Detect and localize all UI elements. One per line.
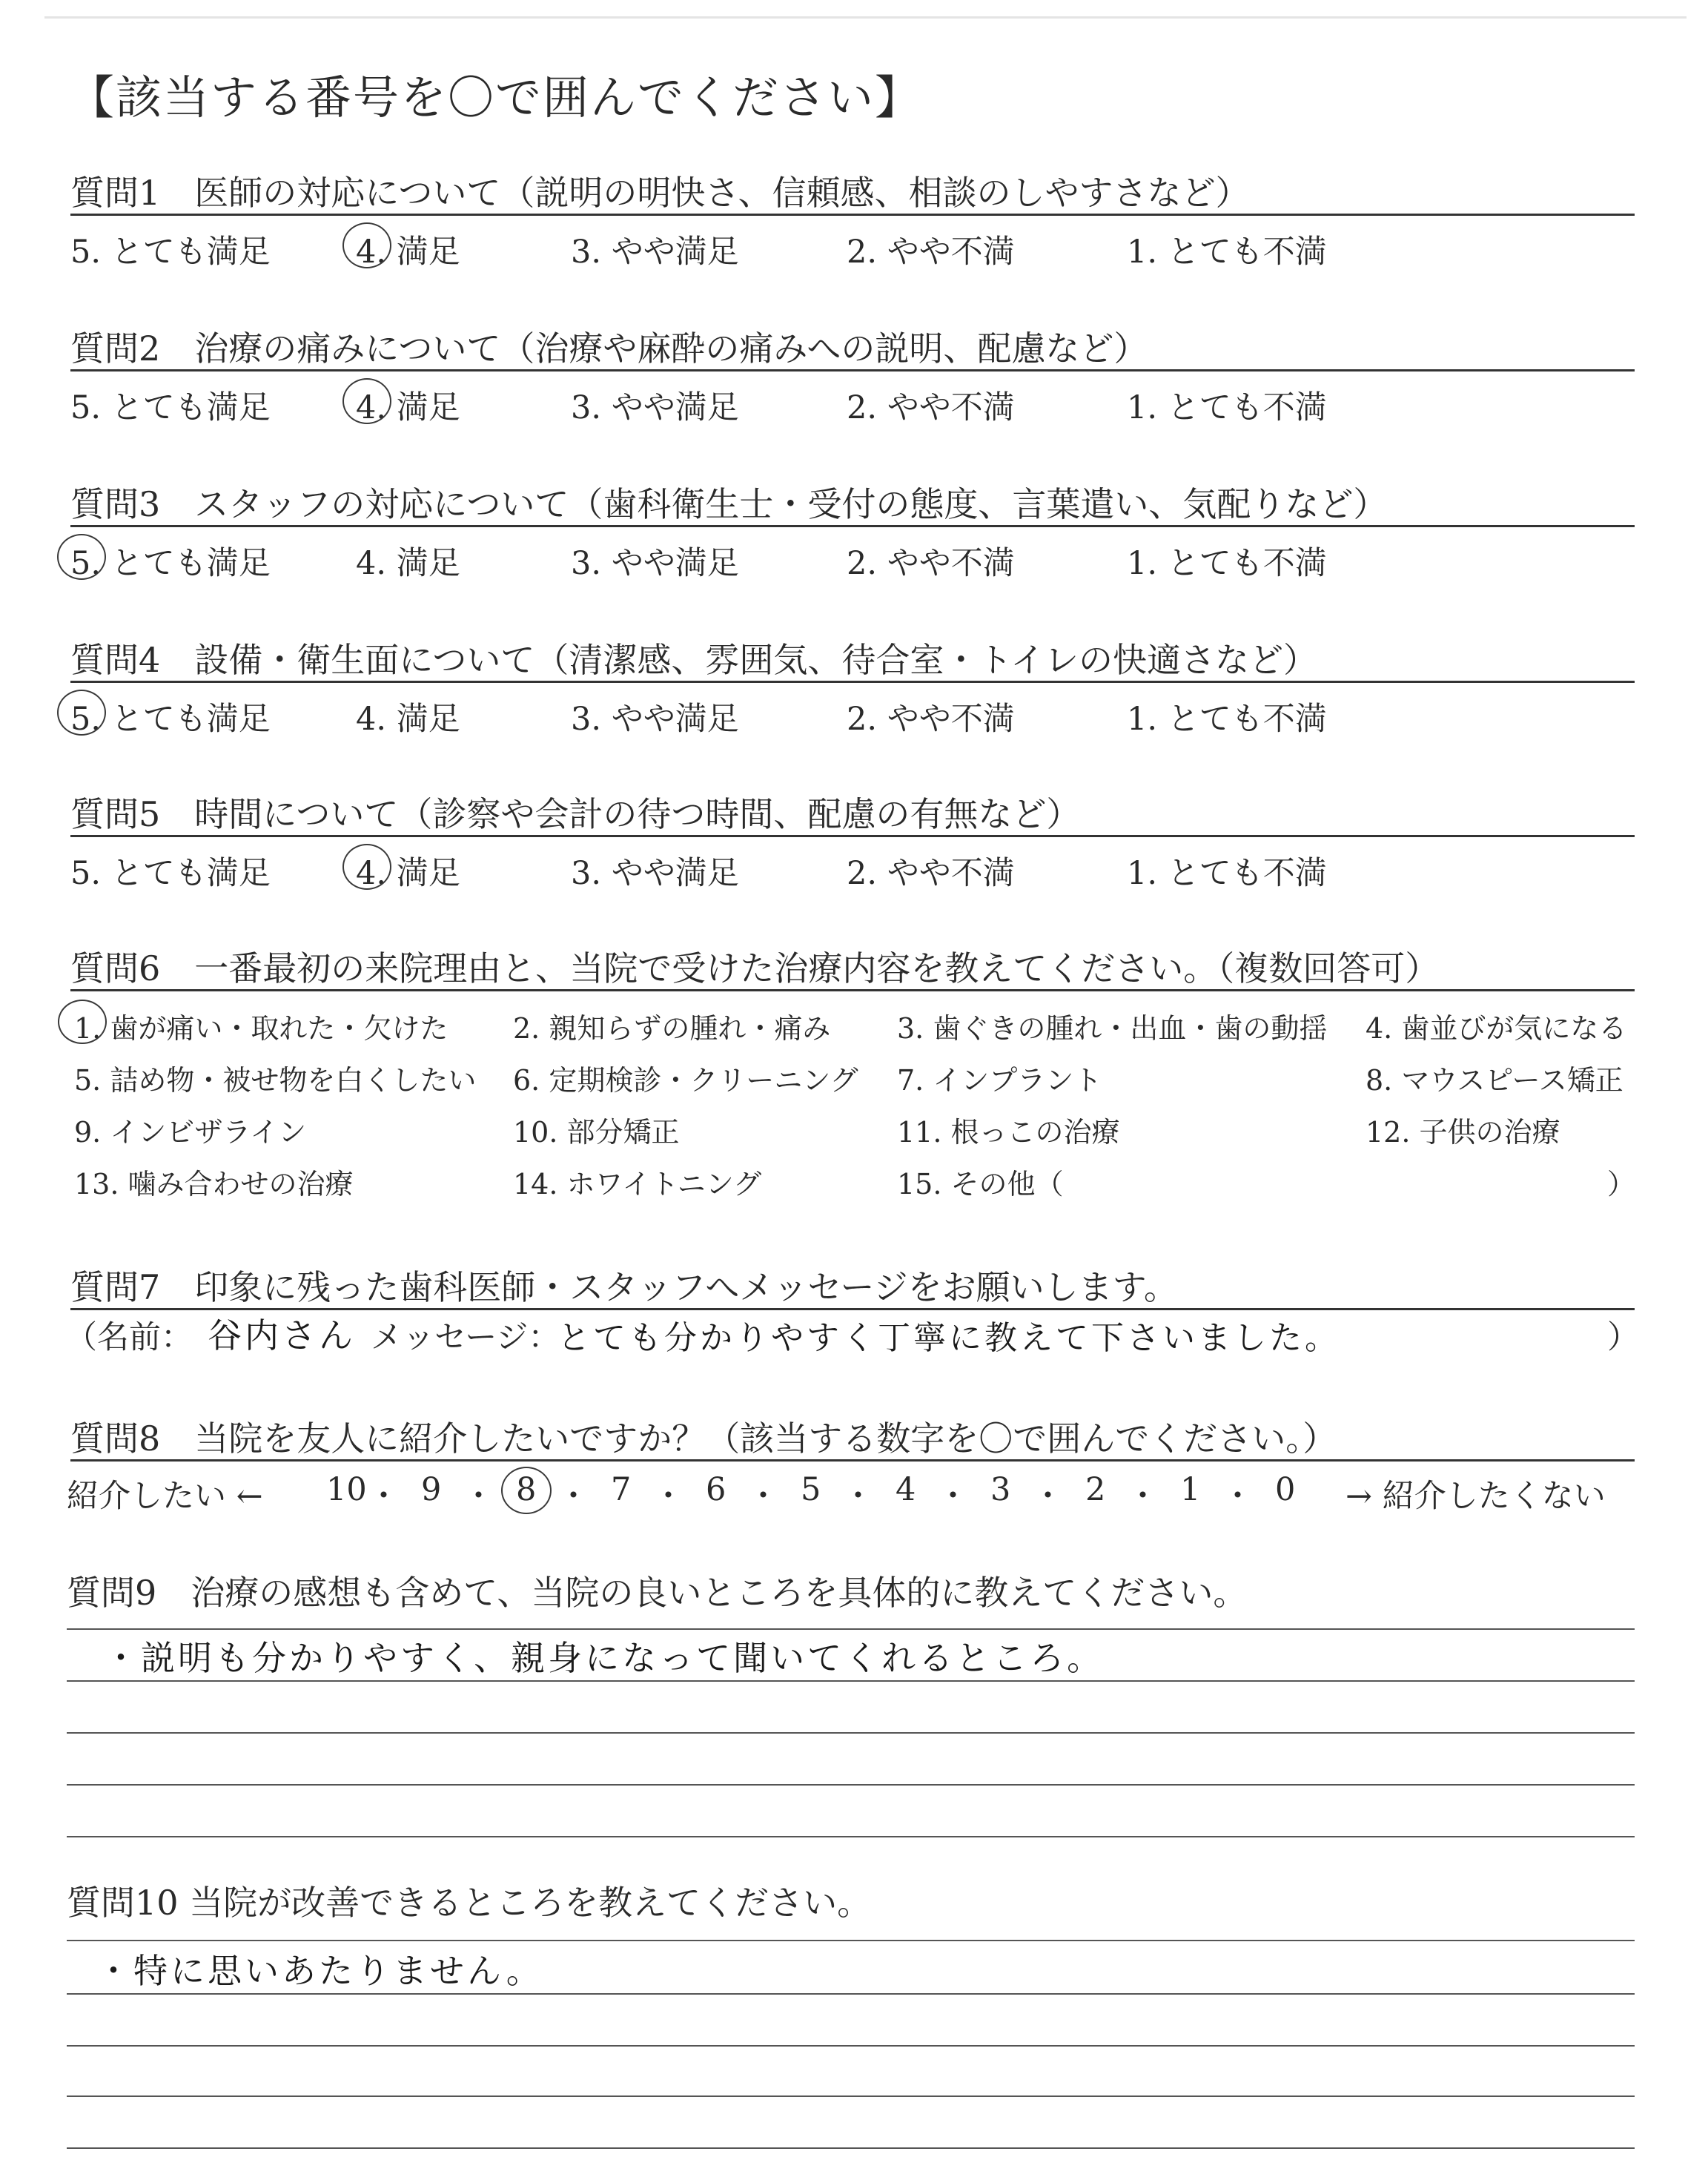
q5-option-2[interactable]: 2. やや不満 [847, 855, 1015, 892]
q5-option-4[interactable]: 4. 満足 [356, 855, 460, 892]
q8-separator: ・ [1127, 1478, 1159, 1515]
q6-option-5[interactable]: 5. 詰め物・被せ物を白くしたい [74, 1064, 477, 1097]
q8-scale-1[interactable]: 1 [1180, 1471, 1201, 1508]
q10-line-5 [67, 2147, 1635, 2149]
q1-option-5[interactable]: 5. とても満足 [70, 234, 271, 271]
q2-option-3[interactable]: 3. やや満足 [571, 389, 739, 426]
q3-option-5[interactable]: 5. とても満足 [70, 545, 271, 582]
q8-scale-9[interactable]: 9 [421, 1471, 442, 1508]
q4-option-3[interactable]: 3. やや満足 [571, 701, 739, 738]
q8-scale-8[interactable]: 8 [516, 1471, 537, 1508]
q8-separator: ・ [652, 1478, 684, 1515]
q2-title: 質問2 治療の痛みについて（治療や麻酔の痛みへの説明、配慮など） [70, 328, 1148, 369]
q8-separator: ・ [368, 1478, 400, 1515]
q4-underline [70, 681, 1635, 683]
q5-title: 質問5 時間について（診察や会計の待つ時間、配慮の有無など） [70, 794, 1081, 834]
q2-underline [70, 369, 1635, 371]
q1-underline [70, 214, 1635, 216]
q4-option-1[interactable]: 1. とても不満 [1127, 701, 1327, 738]
q10-line-2 [67, 1993, 1635, 1995]
q6-option-11[interactable]: 11. 根っこの治療 [897, 1116, 1120, 1149]
q6-option-6[interactable]: 6. 定期検診・クリーニング [513, 1064, 858, 1097]
q4-title: 質問4 設備・衛生面について（清潔感、雰囲気、待合室・トイレの快適さなど） [70, 640, 1318, 680]
q8-scale-6[interactable]: 6 [706, 1471, 726, 1508]
q8-scale-5[interactable]: 5 [801, 1471, 821, 1508]
q5-selection-circle [342, 844, 391, 890]
q8-scale-10[interactable]: 10 [326, 1471, 367, 1508]
q1-title: 質問1 医師の対応について（説明の明快さ、信頼感、相談のしやすさなど） [70, 173, 1250, 213]
q7-name-label: （名前： [65, 1319, 193, 1356]
q9-line-1 [67, 1628, 1635, 1630]
q6-selection-circle [58, 1000, 107, 1044]
q10-line-4 [67, 2095, 1635, 2097]
q9-line-3 [67, 1732, 1635, 1734]
q6-option-10[interactable]: 10. 部分矯正 [513, 1116, 680, 1149]
q1-option-1[interactable]: 1. とても不満 [1127, 234, 1327, 271]
q6-option-12[interactable]: 12. 子供の治療 [1366, 1116, 1560, 1149]
q9-answer: ・説明も分かりやすく、親身になって聞いてくれるところ。 [104, 1638, 1105, 1678]
q3-option-1[interactable]: 1. とても不満 [1127, 545, 1327, 582]
q8-scale-4[interactable]: 4 [896, 1471, 916, 1508]
q6-option-1[interactable]: 1. 歯が痛い・取れた・欠けた [74, 1012, 448, 1045]
q2-option-4[interactable]: 4. 満足 [356, 389, 460, 426]
q8-scale-7[interactable]: 7 [611, 1471, 632, 1508]
q9-line-2 [67, 1680, 1635, 1682]
q3-title: 質問3 スタッフの対応について（歯科衛生士・受付の態度、言葉遣い、気配りなど） [70, 484, 1388, 524]
q6-option-14[interactable]: 14. ホワイトニング [513, 1168, 762, 1200]
q8-scale-0[interactable]: 0 [1275, 1471, 1296, 1508]
q2-option-1[interactable]: 1. とても不満 [1127, 389, 1327, 426]
q4-option-4[interactable]: 4. 満足 [356, 701, 460, 738]
q9-line-5 [67, 1836, 1635, 1837]
q7-title: 質問7 印象に残った歯科医師・スタッフへメッセージをお願いします。 [70, 1267, 1178, 1307]
q7-name-value: 谷内さん [208, 1315, 356, 1355]
q10-line-1 [67, 1940, 1635, 1941]
q8-scale-3[interactable]: 3 [990, 1471, 1011, 1508]
q1-option-4[interactable]: 4. 満足 [356, 234, 460, 271]
q9-title: 質問9 治療の感想も含めて、当院の良いところを具体的に教えてください。 [67, 1573, 1248, 1613]
q6-option-4[interactable]: 4. 歯並びが気になる [1366, 1012, 1627, 1045]
q8-title: 質問8 当院を友人に紹介したいですか？（該当する数字を〇で囲んでください。） [70, 1418, 1337, 1459]
q6-option-9[interactable]: 9. インビザライン [74, 1116, 307, 1149]
q5-option-3[interactable]: 3. やや満足 [571, 855, 739, 892]
q10-title: 質問10 当院が改善できるところを教えてください。 [67, 1883, 872, 1923]
q6-option-8[interactable]: 8. マウスピース矯正 [1366, 1064, 1623, 1097]
q4-option-2[interactable]: 2. やや不満 [847, 701, 1015, 738]
q7-close-paren: ） [1607, 1319, 1639, 1356]
q7-message-value: とても分かりやすく丁寧に教えて下さいました。 [557, 1319, 1340, 1357]
q2-selection-circle [342, 378, 391, 424]
q8-selection-circle [501, 1467, 552, 1514]
q6-other-close-paren: ） [1607, 1168, 1636, 1200]
q1-selection-circle [342, 222, 391, 268]
q10-line-3 [67, 2045, 1635, 2047]
q6-option-15[interactable]: 15. その他（ [897, 1168, 1064, 1200]
q3-option-4[interactable]: 4. 満足 [356, 545, 460, 582]
q6-title: 質問6 一番最初の来院理由と、当院で受けた治療内容を教えてください。（複数回答可） [70, 948, 1440, 988]
q9-line-4 [67, 1784, 1635, 1786]
q8-separator: ・ [1222, 1478, 1254, 1515]
q3-option-3[interactable]: 3. やや満足 [571, 545, 739, 582]
page-title: 【該当する番号を〇で囲んでください】 [68, 70, 923, 125]
q8-right-label: → 紹介したくない [1345, 1478, 1606, 1515]
q8-left-label: 紹介したい ← [67, 1478, 263, 1515]
q5-option-5[interactable]: 5. とても満足 [70, 855, 271, 892]
q8-scale-2[interactable]: 2 [1085, 1471, 1106, 1508]
q8-underline [70, 1459, 1635, 1462]
q8-separator: ・ [1032, 1478, 1064, 1515]
q6-underline [70, 989, 1635, 991]
q1-option-3[interactable]: 3. やや満足 [571, 234, 739, 271]
q8-separator: ・ [842, 1478, 874, 1515]
q2-option-2[interactable]: 2. やや不満 [847, 389, 1015, 426]
q8-separator: ・ [557, 1478, 589, 1515]
q3-selection-circle [57, 534, 106, 580]
q1-option-2[interactable]: 2. やや不満 [847, 234, 1015, 271]
q6-option-2[interactable]: 2. 親知らずの腫れ・痛み [513, 1012, 831, 1045]
q6-option-3[interactable]: 3. 歯ぐきの腫れ・出血・歯の動揺 [897, 1012, 1328, 1045]
q2-option-5[interactable]: 5. とても満足 [70, 389, 271, 426]
q8-separator: ・ [463, 1478, 494, 1515]
q3-option-2[interactable]: 2. やや不満 [847, 545, 1015, 582]
q6-option-7[interactable]: 7. インプラント [897, 1064, 1102, 1097]
q4-selection-circle [57, 690, 106, 736]
q8-separator: ・ [747, 1478, 779, 1515]
q4-option-5[interactable]: 5. とても満足 [70, 701, 271, 738]
q7-message-label: メッセージ： [371, 1319, 560, 1356]
page-top-border [44, 16, 1687, 19]
q6-option-13[interactable]: 13. 噛み合わせの治療 [74, 1168, 354, 1200]
q5-option-1[interactable]: 1. とても不満 [1127, 855, 1327, 892]
q3-underline [70, 525, 1635, 527]
q10-answer: ・特に思いあたりません。 [96, 1951, 543, 1991]
q8-separator: ・ [937, 1478, 969, 1515]
q5-underline [70, 835, 1635, 837]
